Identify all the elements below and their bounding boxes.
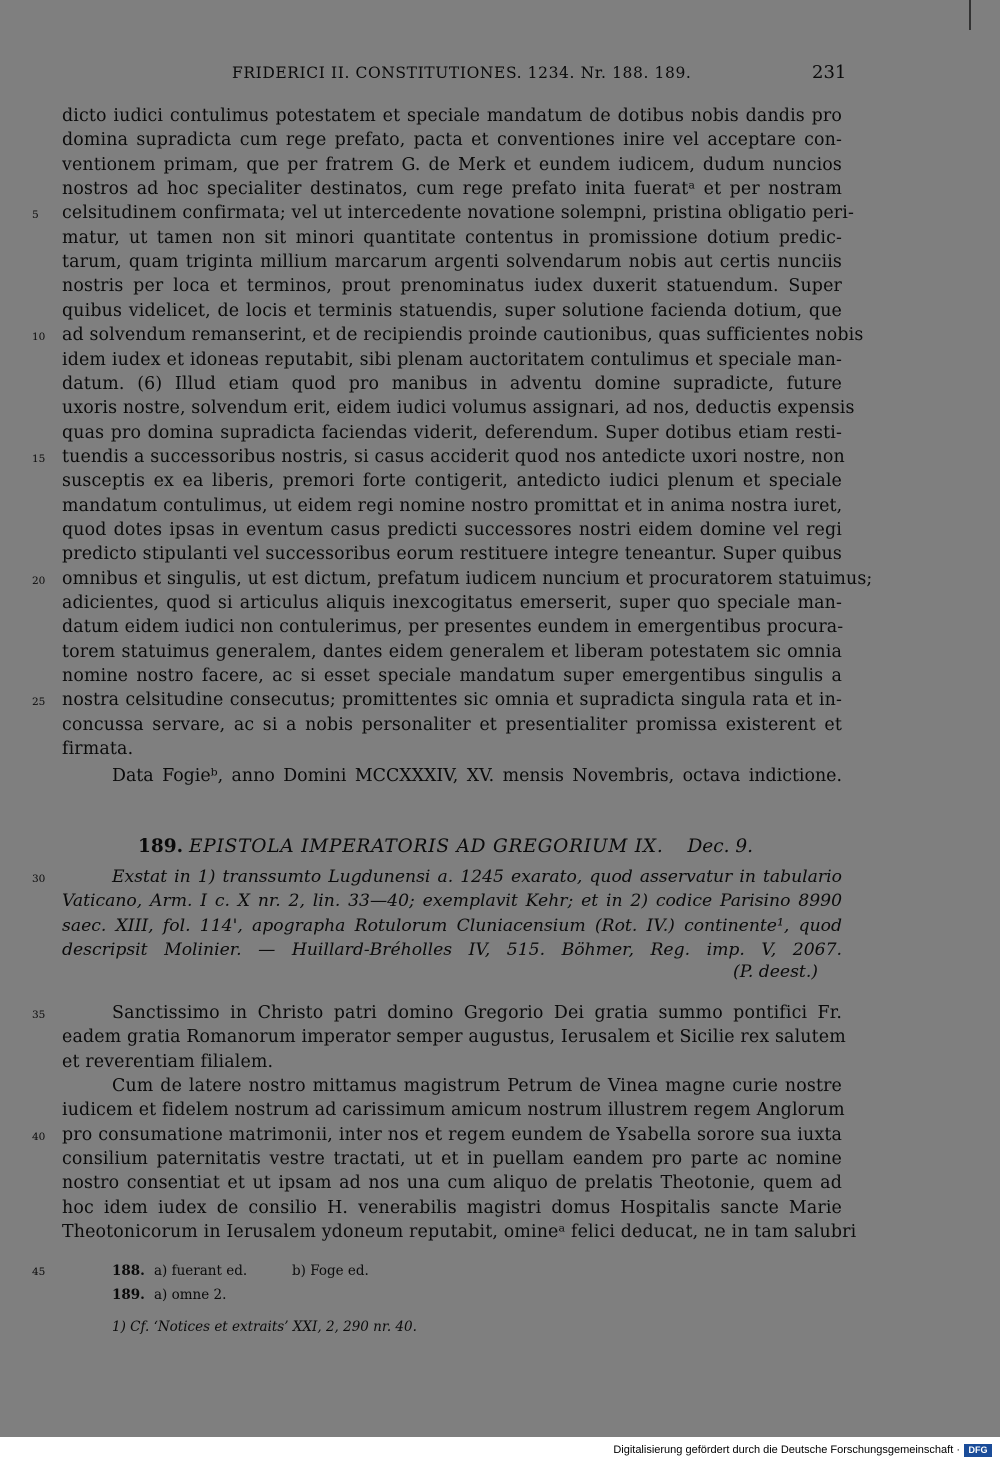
text-line: nostro consentiat et ut ipsam ad nos una cum aliquo de prelatis Theotonie, quem ad	[62, 1173, 842, 1194]
text-line: Sanctissimo in Christo patri domino Gregorio Dei gratia summo pontifici Fr.	[112, 1003, 842, 1023]
text-line: eadem gratia Romanorum imperator semper augustus, Ierusalem et Sicilie rex salutem	[62, 1027, 846, 1048]
text-line: susceptis ex ea liberis, premori forte contigerit, antedicto iudici plenum et speciale	[62, 471, 842, 492]
line-number: 10	[32, 331, 46, 344]
running-title: FRIDERICI II. CONSTITUTIONES. 1234. Nr. 188. 189.	[232, 64, 692, 82]
footnote-1: 1) Cf. ‘Notices et extraits’ XXI, 2, 290 nr. 40.	[112, 1319, 417, 1335]
text-line: uxoris nostre, solvendum erit, eidem iudici volumus assignari, ad nos, deductis expensis	[62, 398, 855, 419]
dfg-logo: DFG	[964, 1444, 992, 1457]
dating-clause: Data Fogieᵇ, anno Domini MCCXXXIV, XV. mensis Novembris, octava indictione.	[112, 766, 842, 786]
footnote-188-a: a) fuerant ed.	[154, 1263, 248, 1279]
text-line: idem iudex et idoneas reputabit, sibi plenam auctoritatem contulimus et speciale man-	[62, 349, 842, 370]
line-number: 30	[32, 873, 46, 885]
text-line: domina supradicta cum rege prefato, pacta et conventiones inire vel acceptare con-	[62, 130, 842, 151]
scan-edge-mark	[969, 0, 971, 30]
text-line: nomine nostro facere, ac si esset speciale mandatum super emergentibus singulis a	[62, 666, 842, 687]
text-line: matur, ut tamen non sit minori quantitate contentus in promissione dotium predic-	[62, 227, 842, 248]
text-line: nostra celsitudine consecutus; promittentes sic omnia et supradicta singula rata et in-	[62, 690, 842, 711]
note-line: Exstat in 1) transsumto Lugdunensi a. 1245 exarato, quod asservatur in tabulario	[112, 867, 842, 887]
text-line: nostris per loca et terminos, prout prenominatus iudex duxerit statuendum. Super	[62, 276, 842, 297]
text-line: tarum, quam triginta millium marcarum argenti solvendarum nobis aut certis nunciis	[62, 252, 842, 273]
text-line: hoc idem iudex de consilio H. venerabilis magistri domus Hospitalis sancte Marie	[62, 1197, 842, 1218]
footnote-line-number: 45	[32, 1266, 46, 1278]
note-line: descripsit Molinier. — Huillard-Bréholles IV, 515. Böhmer, Reg. imp. V, 2067.	[62, 939, 842, 960]
footnote-189-label: 189.	[112, 1287, 145, 1303]
text-line: nostros ad hoc specialiter destinatos, cum rege prefato inita fueratᵃ et per nostram	[62, 179, 842, 200]
footnote-188-b: b) Foge ed.	[292, 1263, 369, 1279]
footnote-188-label: 188.	[112, 1263, 145, 1279]
text-line: consilium paternitatis vestre tractati, ut et in puellam eandem pro parte ac nomine	[62, 1149, 842, 1170]
text-line: et reverentiam filialem.	[62, 1051, 274, 1072]
line-number: 20	[32, 574, 46, 587]
text-line: quod dotes ipsas in eventum casus predicti successores nostri eidem domine vel regi	[62, 519, 842, 540]
note-line: saec. XIII, fol. 114', apographa Rotulorum Cluniacensium (Rot. IV.) continente¹, quod	[62, 915, 842, 936]
document-189-heading	[138, 836, 753, 857]
line-number: 15	[32, 452, 46, 465]
text-line: Cum de latere nostro mittamus magistrum Petrum de Vinea magne curie nostre	[112, 1076, 842, 1097]
text-line: quibus videlicet, de locis et terminis statuendis, super solutione facienda dotium, que	[62, 300, 842, 321]
editorial-note-right: (P. deest.)	[733, 962, 818, 982]
text-line: ventionem primam, que per fratrem G. de Merk et eundem iudicem, dudum nuncios	[62, 154, 842, 175]
text-line: predicto stipulanti vel successoribus eorum restituere integre teneantur. Super quibus	[62, 544, 842, 565]
text-line: tuendis a successoribus nostris, si casus acciderit quod nos antedicte uxori nostre, non	[62, 446, 845, 467]
line-number: 35	[32, 1009, 46, 1021]
document-title: EPISTOLA IMPERATORIS AD GREGORIUM IX.	[188, 836, 664, 857]
text-line: concussa servare, ac si a nobis personaliter et presentialiter promissa existerent et	[62, 714, 842, 735]
text-line: datum. (6) Illud etiam quod pro manibus in adventu domine supradicte, future	[62, 373, 842, 394]
text-line: omnibus et singulis, ut est dictum, prefatum iudicem nuncium et procuratorem statuimus;	[62, 568, 873, 589]
line-number: 25	[32, 696, 46, 709]
text-line: mandatum contulimus, ut eidem regi nomine nostro promittat et in anima nostra iuret,	[62, 495, 843, 516]
page-number: 231	[812, 62, 847, 83]
line-number: 40	[32, 1130, 46, 1143]
text-line: datum eidem iudici non contulerimus, per presentes eundem in emergentibus procura-	[62, 617, 844, 638]
text-line: celsitudinem confirmata; vel ut intercedente novatione solempni, pristina obligatio peri-	[62, 203, 855, 224]
text-line: dicto iudici contulimus potestatem et speciale mandatum de dotibus nobis dandis pro	[62, 106, 842, 126]
digitization-banner	[0, 1437, 1000, 1463]
document-date: Dec. 9.	[687, 836, 753, 857]
text-line: firmata.	[62, 739, 134, 760]
digitization-credit: Digitalisierung gefördert durch die Deutsche Forschungsgemeinschaft ·	[613, 1444, 960, 1456]
document-number: 189.	[138, 836, 184, 857]
text-line: pro consumatione matrimonii, inter nos et regem eundem de Ysabella sorore sua iuxta	[62, 1124, 842, 1145]
text-line: quas pro domina supradicta faciendas viderit, deferendum. Super dotibus etiam resti-	[62, 422, 842, 443]
text-line: Theotonicorum in Ierusalem ydoneum reputabit, omineᵃ felici deducat, ne in tam salubri	[62, 1222, 857, 1243]
line-number: 5	[32, 209, 39, 222]
footnote-189-a: a) omne 2.	[154, 1287, 227, 1303]
text-line: adicientes, quod si articulus aliquis inexcogitatus emerserit, super quo speciale man-	[62, 593, 842, 613]
running-head	[0, 62, 1000, 86]
text-line: iudicem et fidelem nostrum ad carissimum amicum nostrum illustrem regem Anglorum	[62, 1100, 845, 1121]
text-line: torem statuimus generalem, dantes eidem generalem et liberam potestatem sic omnia	[62, 641, 842, 662]
text-line: ad solvendum remanserint, et de recipiendis proinde cautionibus, quas sufficientes nobis	[62, 325, 864, 346]
note-line: Vaticano, Arm. I c. X nr. 2, lin. 33—40; exemplavit Kehr; et in 2) codice Parisino 8990	[62, 891, 842, 912]
